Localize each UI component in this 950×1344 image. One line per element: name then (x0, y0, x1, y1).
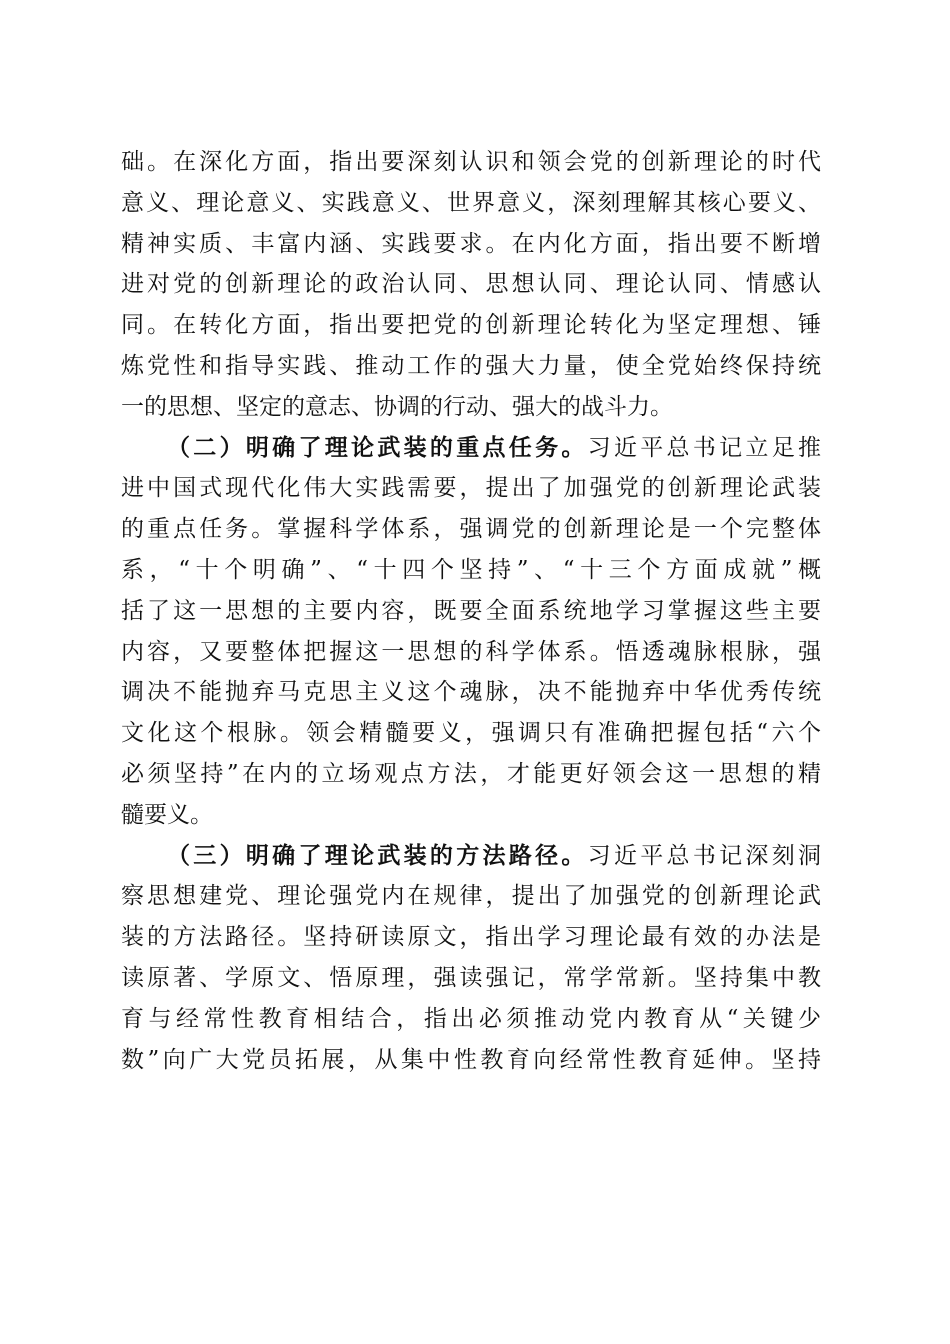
text-line: 数”向广大党员拓展，从集中性教育向经常性教育延伸。坚持 (121, 1046, 821, 1073)
section-three-heading: （三）明确了理论武装的方法路径。 (167, 841, 588, 869)
text-line: 意义、理论意义、实践意义、世界意义，深刻理解其核心要义、 (121, 189, 821, 216)
text-line: 进对党的创新理论的政治认同、思想认同、理论认同、情感认 (121, 271, 821, 298)
text-line: 同。在转化方面，指出要把党的创新理论转化为坚定理想、锤 (121, 312, 821, 339)
text-line: 调决不能抛弃马克思主义这个魂脉，决不能抛弃中华优秀传统 (121, 679, 821, 706)
document-body (121, 142, 821, 1080)
section-two-first-text: 习近平总书记立足推 (587, 434, 821, 461)
text-line: 一的思想、坚定的意志、协调的行动、强大的战斗力。 (121, 393, 673, 420)
text-line: 础。在深化方面，指出要深刻认识和领会党的创新理论的时代 (121, 149, 821, 175)
text-line: 精神实质、丰富内涵、实践要求。在内化方面，指出要不断增 (121, 230, 821, 257)
text-line: 的重点任务。掌握科学体系，强调党的创新理论是一个完整体 (121, 516, 821, 543)
text-line: 系，“十个明确”、“十四个坚持”、“十三个方面成就”概 (121, 556, 821, 583)
section-three-first-text: 习近平总书记深刻洞 (587, 842, 821, 869)
text-line: 括了这一思想的主要内容，既要全面系统地学习掌握这些主要 (121, 597, 821, 624)
text-line: 必须坚持”在内的立场观点方法，才能更好领会这一思想的精 (121, 760, 821, 787)
text-line: 髓要义。 (121, 801, 213, 828)
section-two-heading: （二）明确了理论武装的重点任务。 (167, 433, 588, 461)
text-line: 读原著、学原文、悟原理，强读强记，常学常新。坚持集中教 (121, 964, 821, 991)
text-line: 炼党性和指导实践、推动工作的强大力量，使全党始终保持统 (121, 352, 821, 379)
section-two-first-line (121, 428, 821, 469)
text-line: 内容，又要整体把握这一思想的科学体系。悟透魂脉根脉，强 (121, 638, 821, 665)
text-line: 装的方法路径。坚持研读原文，指出学习理论最有效的办法是 (121, 924, 821, 951)
text-line: 文化这个根脉。领会精髓要义，强调只有准确把握包括“六个 (121, 720, 821, 747)
text-line: 育与经常性教育相结合，指出必须推动党内教育从“关键少 (121, 1005, 821, 1032)
section-three-first-line (121, 836, 821, 877)
text-line: 察思想建党、理论强党内在规律，提出了加强党的创新理论武 (121, 883, 821, 910)
text-line: 进中国式现代化伟大实践需要，提出了加强党的创新理论武装 (121, 475, 821, 502)
